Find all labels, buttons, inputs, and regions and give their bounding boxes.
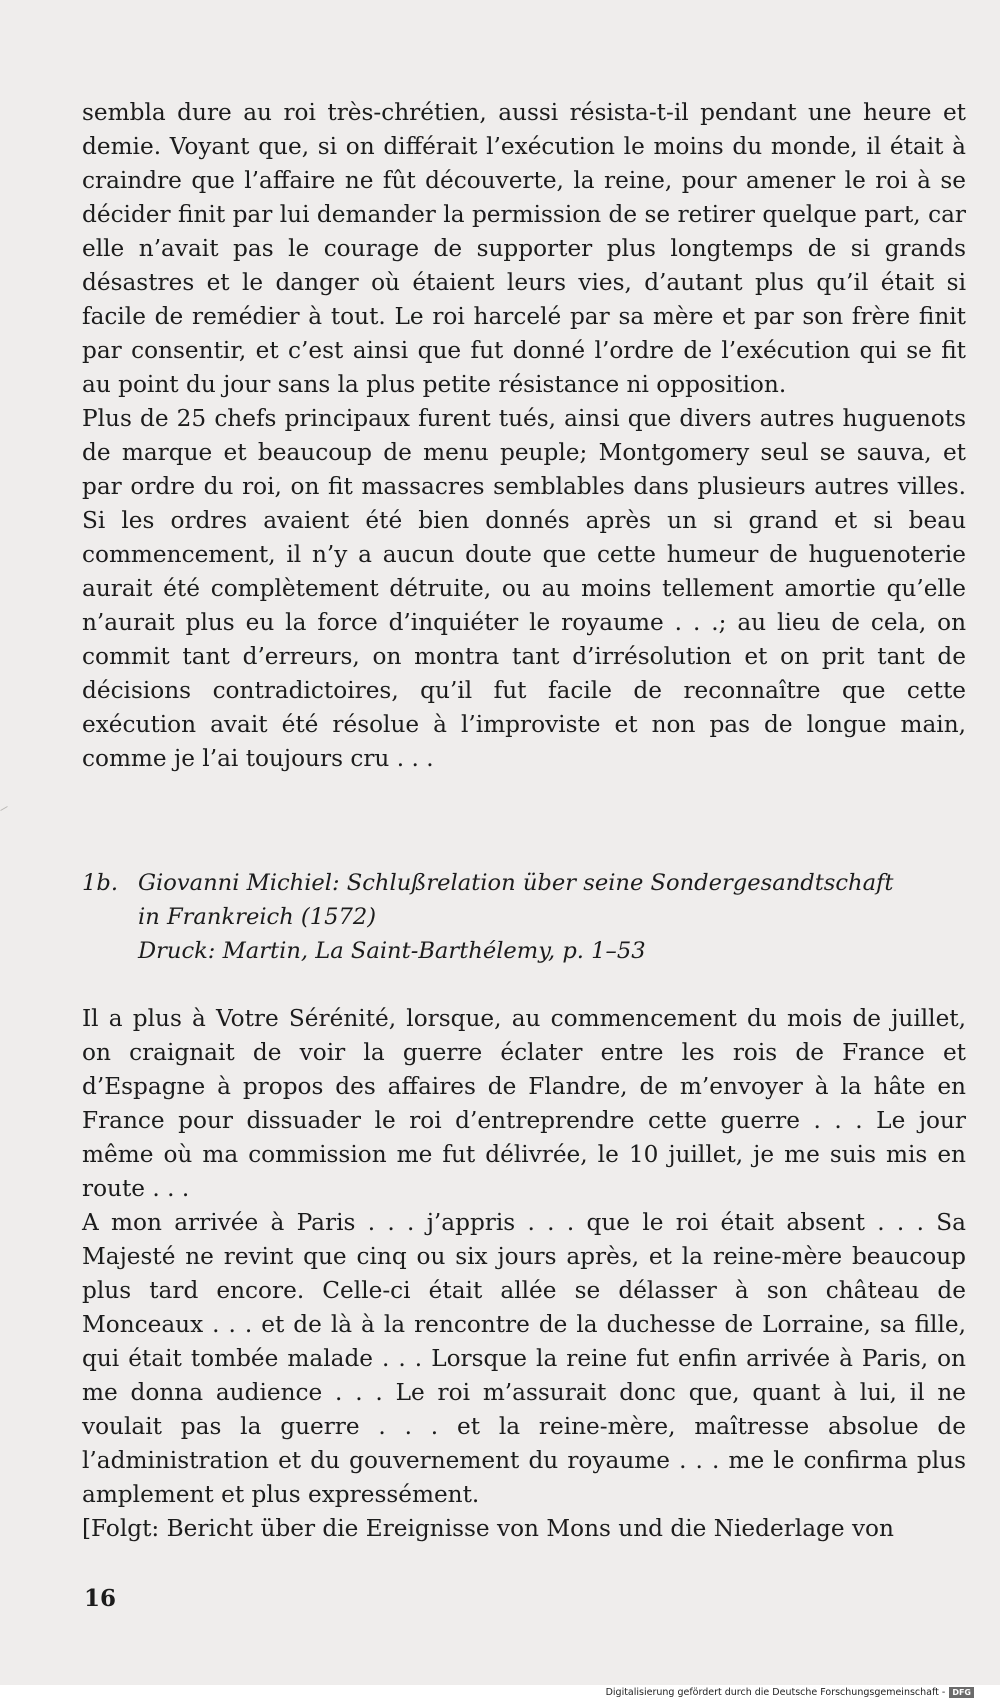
page-edge-mark: [0, 806, 7, 811]
page-number: 16: [84, 1585, 117, 1612]
section-title-line: in Frankreich (1572): [138, 904, 377, 930]
section-title-line: Giovanni Michiel: Schlußrelation über seine Sondergesandtschaft: [138, 870, 894, 896]
digitization-credit: [606, 1686, 974, 1699]
section-heading: [82, 866, 966, 968]
section-source-line: Druck: Martin, La Saint-Barthélemy, p. 1–53: [138, 938, 646, 964]
section-number: 1b.: [82, 870, 119, 896]
paragraph: sembla dure au roi très-chrétien, aussi résista-t-il pendant une heure et demie. Voyant que, si on différait l’exécution le moins du monde, il était à craindre que l’affaire ne fût découverte, la reine, pour amener le roi à se décider finit par lui demander la permission de se retirer quelque part, car elle n’avait pas le courage de supporter plus longtemps de si grands désastres et le danger où étaient leurs vies, d’autant plus qu’il était si facile de remédier à tout. Le roi harcelé par sa mère et par son frère finit par consentir, et c’est ainsi que fut donné l’ordre de l’exécution qui se fit au point du jour sans la plus petite résistance ni opposition.: [82, 99, 966, 398]
body-text-top: [82, 96, 966, 776]
body-text-bottom: [82, 1002, 966, 1546]
paragraph: Il a plus à Votre Sérénité, lorsque, au commencement du mois de juillet, on craignait de voir la guerre éclater entre les rois de France et d’Espagne à propos des affaires de Flandre, de m’envoyer à la hâte en France pour dissuader le roi d’entreprendre cette guerre . . . Le jour même où ma commission me fut délivrée, le 10 juillet, je me suis mis en route . . .: [82, 1005, 966, 1202]
paragraph: [Folgt: Bericht über die Ereignisse von Mons und die Niederlage von: [82, 1515, 894, 1542]
paragraph: Plus de 25 chefs principaux furent tués, ainsi que divers autres huguenots de marque et beaucoup de menu peuple; Montgomery seul se sauva, et par ordre du roi, on fit massacres semblables dans plusieurs autres villes. Si les ordres avaient été bien donnés après un si grand et si beau commencement, il n’y a aucun doute que cette humeur de huguenoterie aurait été complètement détruite, ou au moins tellement amortie qu’elle n’aurait plus eu la force d’inquiéter le royaume . . .; au lieu de cela, on commit tant d’erreurs, on montra tant d’irrésolution et on prit tant de décisions contradictoires, qu’il fut facile de reconnaître que cette exécution avait été résolue à l’improviste et non pas de longue main, comme je l’ai toujours cru . . .: [82, 405, 966, 772]
credit-text: Digitalisierung gefördert durch die Deutsche Forschungsgemeinschaft -: [605, 1687, 946, 1698]
paragraph: A mon arrivée à Paris . . . j’appris . . . que le roi était absent . . . Sa Majesté ne revint que cinq ou six jours après, et la reine-mère beaucoup plus tard encore. Celle-ci était allée se délasser à son château de Monceaux . . . et de là à la rencontre de la duchesse de Lorraine, sa fille, qui était tombée malade . . . Lorsque la reine fut enfin arrivée à Paris, on me donna audience . . . Le roi m’assurait donc que, quant à lui, il ne voulait pas la guerre . . . et la reine-mère, maîtresse absolue de l’administration et du gouvernement du royaume . . . me le confirma plus amplement et plus expressément.: [82, 1209, 966, 1508]
dfg-logo-badge: DFG: [949, 1687, 974, 1698]
